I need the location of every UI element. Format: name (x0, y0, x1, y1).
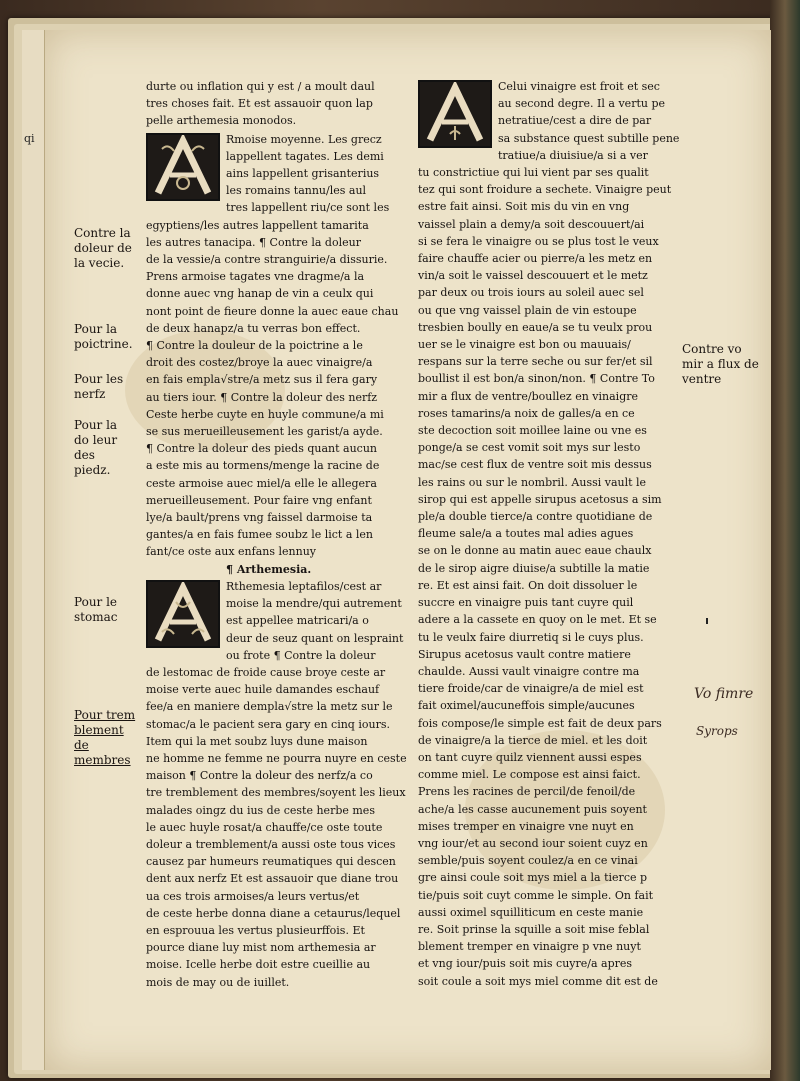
text-line: au second degre. Il a vertu pe (498, 97, 666, 111)
text-line: tres lappellent riu/ce sont les (226, 201, 390, 215)
text-line: tiere froide/car de vinaigre/a de miel est (418, 682, 644, 696)
text-line: lye/a bault/prens vng faissel darmoise ta (146, 511, 373, 525)
initial-a-icon (148, 135, 218, 199)
text-line: ou que vng vaissel plain de vin estoupe (418, 303, 637, 317)
text-line: lappellent tagates. Les demi (226, 149, 384, 163)
text-line: fee/a en maniere dempla√stre la metz sur le (146, 700, 393, 714)
text-line: se sus merueilleusement les garist/a ayde. (146, 425, 383, 439)
text-line: gre ainsi coule soit mys miel a la tierce p (418, 871, 648, 885)
text-line: les autres tanacipa. ¶ Contre la doleur (146, 235, 361, 249)
text-line: malades oingz du ius de ceste herbe mes (146, 803, 375, 817)
text-line: vng iour/et au second iour soient cuyz en (418, 836, 648, 850)
text-line: moise. Icelle herbe doit estre cueillie au (146, 958, 371, 972)
text-line: tratiue/a diuisiue/a si a ver (498, 148, 648, 162)
text-line: deur de seuz quant on lespraint (226, 631, 404, 645)
text-line: nont point de fieure donne la auec eaue chau (146, 304, 399, 318)
margin-note-vecie: Contre la doleur de la vecie. (74, 226, 132, 270)
text-line: se on le donne au matin auec eaue chaulx (418, 544, 652, 558)
text-line: ¶ Contre la doleur des pieds quant aucun (146, 442, 378, 456)
text-line: donne auec vng hanap de vin a ceulx qui (146, 287, 374, 301)
initial-a-icon (420, 82, 490, 146)
text-line: tre tremblement des membres/soyent les lieux (146, 786, 406, 800)
text-line: tu constrictiue qui lui vient par ses qualit (418, 166, 649, 180)
text-line: comme miel. Le compose est ainsi faict. (418, 768, 641, 782)
text-line: netratiue/cest a dire de par (498, 114, 652, 128)
text-line: en fais empla√stre/a metz sus il fera gary (146, 373, 378, 387)
text-line: Rmoise moyenne. Les grecz (226, 132, 382, 146)
text-line: Prens les racines de percil/de fenoil/de (418, 785, 636, 799)
text-line: doleur a tremblement/a aussi oste tous vices (146, 837, 396, 851)
text-line: respans sur la terre seche ou sur fer/et sil (418, 355, 653, 369)
text-line: Sirupus acetosus vault contre matiere (418, 647, 631, 661)
decorated-initial-a-2 (146, 580, 220, 648)
decorated-initial-a (146, 133, 220, 201)
text-line: ne homme ne femme ne pourra nuyre en ceste (146, 751, 407, 765)
text-line: de la vessie/a contre stranguirie/a dissurie. (146, 253, 388, 267)
text-line: sa substance quest subtille pene (498, 131, 680, 145)
sliver-letters: qi (24, 132, 35, 145)
initial-a-icon (148, 582, 218, 646)
text-line: adere a la cassete en quoy on le met. Et se (418, 613, 657, 627)
text-line: Item qui la met soubz luys dune maison (146, 734, 368, 748)
text-line: fant/ce oste aux enfans lennuy (146, 545, 316, 559)
text-line: ua ces trois armoises/a leurs vertus/et (146, 889, 360, 903)
handwritten-note-1: Vo fimre (694, 686, 754, 702)
text-line: vin/a soit le vaissel descouuert et le metz (418, 269, 648, 283)
text-line: blement tremper en vinaigre p vne nuyt (418, 940, 641, 954)
text-line: re. Et est ainsi fait. On doit dissoluer le (418, 578, 638, 592)
book-cover-edge (770, 0, 800, 1081)
margin-note-nerfz: Pour les nerfz (74, 372, 124, 401)
text-line: causez par humeurs reumatiques qui descen (146, 855, 396, 869)
text-line: moise verte auec huile damandes eschauf (146, 683, 380, 697)
text-line: de le sirop aigre diuise/a subtille la matie (418, 561, 650, 575)
left-text-column (146, 78, 410, 991)
text-line: sirop qui est appelle sirupus acetosus a sim (418, 492, 662, 506)
text-line: ponge/a se cest vomit soit mys sur lesto (418, 441, 641, 455)
text-line: uer se le vinaigre est bon ou mauuais/ (418, 338, 631, 352)
text-line: tu le veulx faire diurretiq si le cuys plus. (418, 630, 644, 644)
text-line: en esprouua les vertus plusieurffois. Et (146, 923, 365, 937)
text-line: merueilleusement. Pour faire vng enfant (146, 493, 372, 507)
text-line: fleume sale/a a toutes mal adies agues (418, 527, 634, 541)
vinaigre-paragraph (418, 78, 682, 990)
text-line: gantes/a en fais fumee soubz le lict a len (146, 528, 373, 542)
text-line: mises tremper en vinaigre vne nuyt en (418, 819, 634, 833)
text-line: dent aux nerfz Et est assauoir que diane trou (146, 872, 399, 886)
text-line: de lestomac de froide cause broye ceste ar (146, 665, 386, 679)
text-line: ¶ Contre la douleur de la poictrine a le (146, 339, 363, 353)
text-line: chaulde. Aussi vault vinaigre contre ma (418, 664, 640, 678)
text-line: soit coule a soit mys miel comme dit est de (418, 974, 658, 988)
text-line: estre fait ainsi. Soit mis du vin en vng (418, 200, 630, 214)
text-line: mir a flux de ventre/boullez en vinaigre (418, 389, 639, 403)
text-line: tresbien boully en eaue/a se tu veulx prou (418, 320, 653, 334)
text-line: tie/puis soit cuyt comme le simple. On fait (418, 888, 654, 902)
text-line: et vng iour/puis soit mis cuyre/a apres (418, 957, 633, 971)
text-line: de vinaigre/a la tierce de miel. et les doit (418, 733, 648, 747)
section-heading: ¶ Arthemesia. (226, 562, 312, 576)
text-line: aussi oximel squilliticum en ceste manie (418, 905, 644, 919)
text-line: ache/a les casse aucunement puis soyent (418, 802, 647, 816)
text-line: de deux hanapz/a tu verras bon effect. (146, 321, 361, 335)
text-line: au tiers iour. ¶ Contre la doleur des nerfz (146, 390, 378, 404)
text-line: les rains ou sur le nombril. Aussi vault le (418, 475, 647, 489)
handwritten-note-2: Syrops (696, 724, 738, 738)
text-line: a este mis au tormens/menge la racine de (146, 459, 380, 473)
text-line: ple/a double tierce/a contre quotidiane de (418, 510, 653, 524)
text-line: si se fera le vinaigre ou se plus tost le veux (418, 234, 659, 248)
text-line: egyptiens/les autres lappellent tamarita (146, 218, 369, 232)
text-line: maison ¶ Contre la doleur des nerfz/a co (146, 769, 373, 783)
text-line: par deux ou trois iours au soleil auec sel (418, 286, 644, 300)
margin-note-stomac: Pour le stomac (74, 595, 118, 624)
decorated-initial-a-3 (418, 80, 492, 148)
text-line: faire chauffe acier ou pierre/a les metz en (418, 252, 653, 266)
text-line: on tant cuyre quilz viennent aussi espes (418, 750, 642, 764)
armoise-paragraph (146, 131, 410, 561)
right-text-column (418, 78, 682, 990)
text-line: le auec huyle rosat/a chauffe/ce oste toute (146, 820, 383, 834)
text-line: Rthemesia leptafilos/cest ar (226, 579, 382, 593)
text-line: fait oximel/aucuneffois simple/aucunes (418, 699, 635, 713)
text-line: pelle arthemesia monodos. (146, 114, 297, 128)
ink-mark (706, 618, 708, 624)
text-line: succre en vinaigre puis tant cuyre quil (418, 596, 634, 610)
text-line: Celui vinaigre est froit et sec (498, 80, 660, 93)
margin-note-poictrine: Pour la poictrine. (74, 322, 133, 351)
margin-note-tremblement: Pour trem blement de membres (74, 708, 136, 767)
text-line: tez qui sont froidure a sechete. Vinaigre peut (418, 183, 672, 197)
text-line: ceste armoise auec miel/a elle le allegera (146, 476, 377, 490)
text-line: Ceste herbe cuyte en huyle commune/a mi (146, 407, 384, 421)
text-line: ste decoction soit moillee laine ou vne es (418, 424, 647, 438)
text-line: durte ou inflation qui y est / a moult daul (146, 80, 375, 93)
text-line: roses tamarins/a noix de galles/a en ce (418, 406, 635, 420)
text-line: boullist il est bon/a sinon/non. ¶ Contre To (418, 372, 655, 386)
text-line: les romains tannu/les aul (226, 184, 367, 198)
margin-note-piedz: Pour la do leur des piedz. (74, 418, 118, 477)
arthemesia-paragraph (146, 578, 410, 991)
text-line: vaissel plain a demy/a soit descouuert/ai (418, 217, 645, 231)
text-line: stomac/a le pacient sera gary en cinq iours. (146, 717, 390, 731)
text-line: re. Soit prinse la squille a soit mise feblal (418, 922, 650, 936)
text-line: semble/puis soyent coulez/a en ce vinai (418, 854, 638, 868)
text-line: fois compose/le simple est fait de deux pars (418, 716, 662, 730)
text-line: mac/se cest flux de ventre soit mis dessus (418, 458, 652, 472)
text-line: mois de may ou de iuillet. (146, 975, 290, 989)
text-line: Prens armoise tagates vne dragme/a la (146, 270, 365, 284)
text-line: ou frote ¶ Contre la doleur (226, 648, 376, 662)
text-line: droit des costez/broye la auec vinaigre/a (146, 356, 373, 370)
arthemesia-heading (146, 561, 410, 578)
text-line: ains lappellent grisanterius (226, 167, 380, 181)
text-line: tres choses fait. Et est assauoir quon lap (146, 97, 373, 111)
text-line: moise la mendre/qui autrement (226, 597, 402, 611)
text-line: est appellee matricari/a o (226, 614, 369, 628)
margin-note-vomir: Contre vo mir a flux de ventre (682, 342, 759, 386)
text-line: pource diane luy mist nom arthemesia ar (146, 941, 376, 955)
text-line: de ceste herbe donna diane a cetaurus/lequel (146, 906, 401, 920)
intro-paragraph (146, 78, 410, 130)
